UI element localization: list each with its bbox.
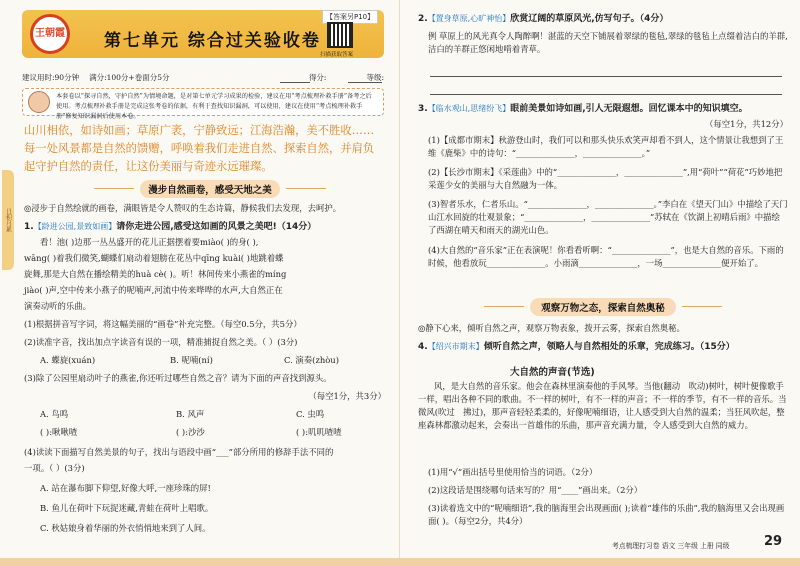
q1-sub3-option-a: A. 鸟鸣 xyxy=(40,409,69,419)
q1-sub3-option-b: B. 风声 xyxy=(176,409,205,419)
right-page xyxy=(400,0,800,566)
section-title-2: 观察万物之态，探索自然奥秘 xyxy=(530,298,676,316)
question-2-heading: 2.【置身草原,心旷神怡】欣赏辽阔的草原风光,仿写句子。（4分） xyxy=(418,14,669,24)
section-lead-2: ◎静下心来，倾听自然之声，观察万物表象，拨开云雾，探索自然奥秘。 xyxy=(418,323,685,333)
intro-text: 本套卷以“探寻自然，守护自然”为情境命题，是对第七单元学习成果的检验，建议在用“考点梳理补救手册”备考之后使用。考点梳理补救手册是完成这张考卷的依据，有利于查找知识漏洞，可以使用，建议在使用“考点梳理补救手册”修复知识漏洞后使用本卷。 xyxy=(56,93,372,120)
page-number: 29 xyxy=(764,534,783,549)
q3-item-4[interactable]: (4)大自然的“音乐家”正在表演呢！你看看听啊：“______________”，也是大自然的音乐。下雨的时候，他看放玩______________。小雨滴______________，一场______________便开始了。 xyxy=(428,245,784,268)
grade-blank[interactable] xyxy=(348,82,382,83)
q1-sub2-option-a[interactable]: A. 蝶旋(xuán) xyxy=(40,355,96,365)
full-score: 满分:100分+卷面分5分 xyxy=(89,73,170,82)
score-label: 得分: xyxy=(308,73,327,82)
qr-caption: 扫描获取答案 xyxy=(320,52,354,58)
q2-answer-line-1[interactable] xyxy=(430,76,782,77)
page-footer: 考点梳理打习卷 语文 三年级 上册 同级 xyxy=(612,542,730,550)
q2-example: 例 草原上的风光真令人陶醉啊！湛蓝的天空下铺展着翠绿的毯毡,翠绿的毯毡上点缀着洁白的羊群,洁白的羊群正悠闲地啃着青草。 xyxy=(428,31,788,54)
q1-sub4-option-a[interactable]: A. 站在瀑布脚下仰望,好像大呼,一座珍珠的屏! xyxy=(40,483,211,493)
section-lead-1: ◎浸步于自然绘就的画卷，满眼皆是令人赞叹的生态诗篇，静候我们去发现，去呵护。 xyxy=(24,203,342,213)
q1-sub2-option-b[interactable]: B. 呢喃(ní) xyxy=(170,355,213,365)
q1-sub4-option-c[interactable]: C. 秋姑娘身着华丽的外衣悄悄地来到了人间。 xyxy=(40,523,211,533)
question-4-heading: 4.【绍兴市期末】倾听自然之声，领略人与自然相处的乐章，完成练习。（15分） xyxy=(418,342,735,352)
q1-sub3-blank-1[interactable]: ( ):啾啾喳 xyxy=(40,427,78,437)
q3-score: （每空1分，共12分） xyxy=(705,119,788,129)
score-blank[interactable] xyxy=(280,82,310,83)
q4-sub-1: (1)用“√”画出括号里使用恰当的词语。（2分） xyxy=(428,467,598,477)
side-tab: 日积月累 xyxy=(2,170,14,270)
q1-sub3-blank-3[interactable]: ( ):叽叽喳喳 xyxy=(296,427,342,437)
q1-para-line-4: jiào( )声,空中传来小燕子的呢喃声,河流中传来哗哗的水声,大自然正在 xyxy=(24,285,283,295)
q1-sub-4-tail: 一项。（ ）(3分) xyxy=(24,463,85,473)
answer-tag: 【答案另P10】 xyxy=(322,10,378,24)
q3-item-3[interactable]: (3)智者乐水，仁者乐山。“______________，______________。”李白在《望天门山》中描绘了天门山江水回旋的壮观景象；“______________，______________”苏轼在《饮湖上初晴后雨》中描绘了西湖在晴天和雨天的湖光山色。 xyxy=(428,199,788,235)
essay-paragraph: 风，是大自然的音乐家。他会在森林里演奏他的手风琴。当他(翻动 吹动)树叶，树叶便像歌手一样，唱出各种不同的歌曲。不一样的树叶，有不一样的声音；不一样的季节，有不一样的音乐。当微风(吹过 拂过)，那声音轻轻柔柔的，好像呢喃细语，让人感受到大自然的温柔；当狂风吹起，整座森林都激动起来，会奏出一首雄伟的乐曲，那声音充满力量，令人感受到大自然的威力。 xyxy=(418,381,787,430)
essay-title: 大自然的声音(节选) xyxy=(510,367,595,378)
bottom-color-strip xyxy=(0,558,800,566)
exam-meta xyxy=(22,72,384,83)
q1-para-line-5: 演奏动听的乐曲。 xyxy=(24,301,91,311)
q1-sub-1: (1)根据拼音写字词，将这幅美丽的“画卷”补充完整。（每空0.5分，共5分） xyxy=(24,319,302,329)
q3-item-1[interactable]: (1)【成都市期末】秋游登山时，我们可以和那头快乐欢笑声却看不到人，这个情景让我想到了王维《鹿柴》中的诗句：“______________，______________。” xyxy=(428,135,784,158)
time-limit: 建议用时:90分钟 xyxy=(22,73,80,82)
q1-sub-2: (2)读准字音，找出加点字读音有误的一项，精准捕捉自然之美。（ ）(3分) xyxy=(24,337,298,347)
question-1-heading: 1.【龄进公园,景致如画】请你走进公园,感受这如画的风景之美吧!（14分） xyxy=(24,222,317,232)
q4-sub-3[interactable]: (3)读着选文中的“呢喃细语”,我的脑海里会出现画面( );读着“雄伟的乐曲”,我的脑海里又会出现画面( )。（每空2分，共4分） xyxy=(428,503,785,526)
q1-sub-3: (3)除了公园里扇动叶子的燕雀,你还听过哪些自然之音？请为下面的声音找到源头。 xyxy=(24,373,332,383)
q1-para-line-2: wāng( )着我们微笑,蝴蝶们扇动着翅膀在花丛中qīng kuài( )地跳着蝶 xyxy=(24,253,284,263)
question-3-heading: 3.【临水观山,思绪纷飞】眼前美景如诗如画,引人无限遐想。回忆课本中的知识填空。 xyxy=(418,104,748,114)
section-title-1: 漫步自然画卷，感受天地之美 xyxy=(140,180,280,198)
q1-sub3-score: （每空1分，共3分） xyxy=(308,391,386,401)
q1-sub3-option-c: C. 虫鸣 xyxy=(296,409,325,419)
brand-logo: 王朝霞 xyxy=(30,14,70,54)
q1-sub2-option-c[interactable]: C. 演奏(zhòu) xyxy=(284,355,339,365)
q1-sub3-blank-2[interactable]: ( ):沙沙 xyxy=(176,427,205,437)
qr-code-icon[interactable] xyxy=(327,22,353,48)
unit-title: 第七单元 综合过关验收卷 xyxy=(104,31,321,51)
q3-item-2[interactable]: (2)【长沙市期末】《采莲曲》中的“______________，______________”,用“荷叶”“荷花”巧妙地把采莲少女的美丽与大自然融为一体。 xyxy=(428,167,783,190)
q1-para-line-3: 旋舞,那是大自然在播绘精美的huà cè( )。听！林间传来小燕雀的míng xyxy=(24,269,287,279)
mascot-avatar-icon xyxy=(28,91,50,113)
q1-sub4-option-b[interactable]: B. 鱼儿在荷叶下玩捉迷藏,青蛙在荷叶上唱歌。 xyxy=(40,503,214,513)
grade-label: 等级: xyxy=(366,73,384,82)
q1-sub-4: (4)读读下面描写自然美景的句子，找出与语段中画“___”部分所用的修辞手法不同的 xyxy=(24,447,334,457)
q4-sub-2: (2)这段话是围绕哪句话来写的？用“____”画出来。（2分） xyxy=(428,485,643,495)
q1-para-line-1: 看！池( )边那一丛丛盛开的花儿正据摆着要miào( )的身( ), xyxy=(40,237,259,247)
theme-banner: 山川相依，如诗如画；草原广袤，宁静致远；江海浩瀚，美不胜收……每一处风景都是自然的馈赠，呼唤着我们走进自然、探索自然，并肩负起守护自然的责任，让这份美丽与奇迹永远璀璨。 xyxy=(24,124,375,173)
q2-answer-line-2[interactable] xyxy=(430,94,782,95)
